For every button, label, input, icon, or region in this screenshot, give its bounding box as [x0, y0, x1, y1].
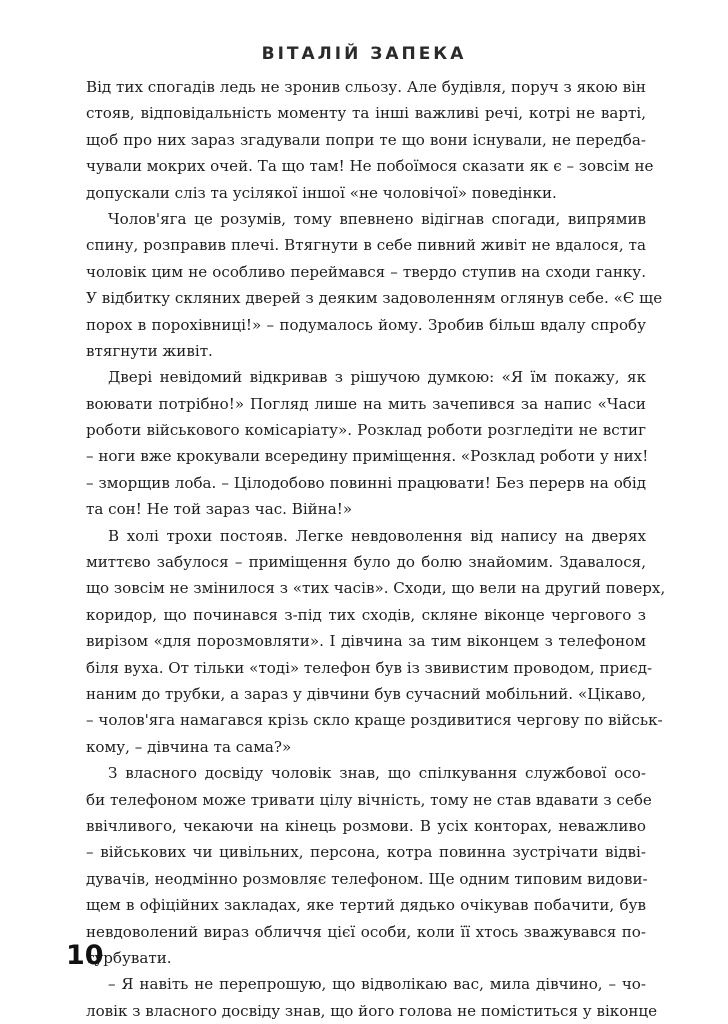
text-line: В холі трохи постояв. Легке невдоволення від напису на дверях: [108, 526, 646, 545]
text-line: та сон! Не той зараз час. Війна!»: [86, 500, 353, 519]
text-line: порох в порохівниці!» – подумалось йому. Зробив більш вдалу спробу: [86, 315, 646, 334]
text-line: дувачів, неодмінно розмовляє телефоном. Ще одним типовим видови-: [86, 869, 648, 888]
text-line: – військових чи цивільних, персона, котра повинна зустрічати відві-: [86, 843, 646, 862]
text-line: ловік з власного досвіду знав, що його голова не поміститься у віконце: [86, 1001, 658, 1020]
text-line: стояв, відповідальність моменту та інші важливі речі, котрі не варті,: [86, 104, 646, 123]
text-line: турбувати.: [86, 948, 172, 967]
text-line: коридор, що починався з-під тих сходів, скляне віконце чергового з: [86, 605, 646, 624]
text-line: наним до трубки, а зараз у дівчини був сучасний мобільний. «Цікаво,: [86, 684, 646, 703]
text-line: З власного досвіду чоловік знав, що спілкування службової осо-: [108, 764, 646, 783]
text-line: допускали сліз та усілякої іншої «не чоловічої» поведінки.: [86, 183, 557, 202]
text-line: – ноги вже крокували всередину приміщення. «Розклад роботи у них!: [86, 447, 649, 466]
text-line: чоловік цим не особливо переймався – твердо ступив на сходи ганку.: [86, 262, 646, 281]
text-line: чували мокрих очей. Та що там! Не побоїмося сказати як є – зовсім не: [86, 157, 654, 176]
text-line: ввічливого, чекаючи на кінець розмови. В усіх конторах, неважливо: [86, 816, 646, 835]
text-line: воювати потрібно!» Погляд лише на мить зачепився за напис «Часи: [86, 394, 646, 413]
text-line: щоб про них зараз згадували попри те що вони існували, не передба-: [86, 130, 646, 149]
text-line: кому, – дівчина та сама?»: [86, 737, 292, 756]
text-line: би телефоном може тривати цілу вічність, тому не став вдавати з себе: [86, 790, 652, 809]
text-line: – чолов'яга намагався крізь скло краще роздивитися чергову по військ-: [86, 711, 663, 730]
body-text: [86, 74, 666, 1024]
text-line: щем в офіційних закладах, яке тертий дядько очікував побачити, був: [86, 896, 646, 915]
text-line: біля вуха. От тільки «тоді» телефон був із звивистим проводом, приєд-: [86, 658, 653, 677]
text-line: Від тих спогадів ледь не зронив сльозу. Але будівля, поруч з якою він: [86, 78, 646, 96]
page-number: 10: [66, 940, 104, 971]
text-line: Чолов'яга це розумів, тому впевнено відігнав спогади, випрямив: [108, 209, 646, 228]
text-line: Двері невідомий відкривав з рішучою думкою: «Я їм покажу, як: [108, 368, 646, 387]
text-line: спину, розправив плечі. Втягнути в себе пивний живіт не вдалося, та: [86, 236, 646, 255]
text-line: вирізом «для порозмовляти». І дівчина за тим віконцем з телефоном: [86, 632, 646, 651]
text-line: миттєво забулося – приміщення було до болю знайомим. Здавалося,: [86, 553, 646, 572]
text-line: У відбитку скляних дверей з деяким задоволенням оглянув себе. «Є ще: [86, 289, 663, 308]
text-line: – Я навіть не перепрошую, що відволікаю вас, мила дівчино, – чо-: [108, 975, 646, 994]
text-line: – зморщив лоба. – Цілодобово повинні працювати! Без перерв на обід: [86, 473, 646, 492]
text-line: невдоволений вираз обличчя цієї особи, коли її хтось зважувався по-: [86, 922, 646, 941]
text-line: втягнути живіт.: [86, 341, 213, 360]
text-line: що зовсім не змінилося з «тих часів». Сходи, що вели на другий поверх,: [86, 579, 666, 598]
text-line: роботи військового комісаріату». Розклад роботи розгледіти не встиг: [86, 421, 646, 440]
running-header: ВІТАЛІЙ ЗАПЕКА: [261, 44, 467, 64]
